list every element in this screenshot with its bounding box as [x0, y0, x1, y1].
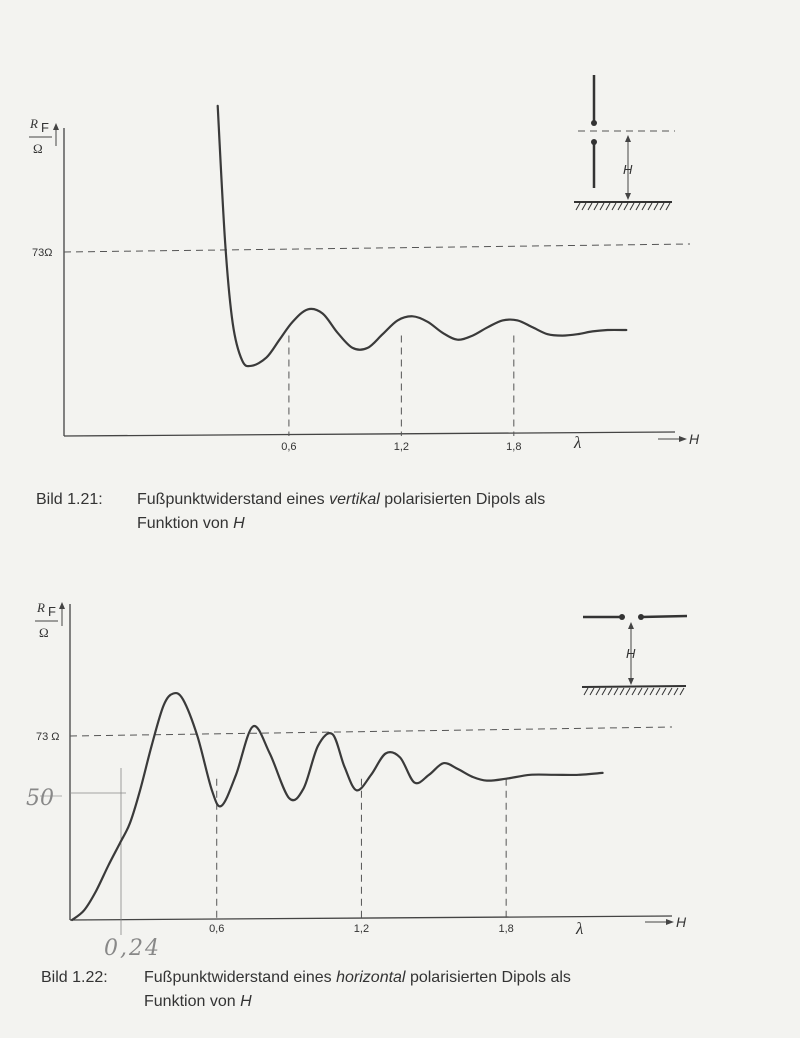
hatch-mark — [594, 203, 598, 210]
handwritten-x-value: 0,24 — [104, 936, 161, 961]
hatch-mark — [630, 203, 634, 210]
hatch-mark — [660, 203, 664, 210]
inset-horizontal-dipole — [582, 614, 687, 695]
caption-number: Bild 1.22: — [41, 969, 108, 986]
caption-line2-italic: H — [240, 993, 252, 1010]
feed-point-upper — [591, 120, 597, 126]
hatch-mark — [614, 688, 618, 695]
chart-horizontal-dipole — [26, 600, 687, 961]
caption-line2: Funktion von — [137, 515, 229, 532]
y-axis-label-unit: Ω — [39, 625, 49, 640]
height-arrow-top — [625, 135, 631, 142]
y-ref-label: 73 Ω — [36, 731, 60, 743]
caption-emphasis: horizontal — [336, 969, 406, 986]
x-tick-label: 0,6 — [281, 441, 297, 453]
hatch-mark — [612, 203, 616, 210]
hatch-mark — [648, 203, 652, 210]
x-axis-label-h: H — [689, 431, 700, 447]
hatch-mark — [668, 688, 672, 695]
hatch-mark — [680, 688, 684, 695]
hatch-mark — [656, 688, 660, 695]
y-axis-label-sub: F — [41, 120, 49, 135]
y-axis-label-sub: F — [48, 604, 56, 619]
guide-lines — [289, 336, 514, 436]
hatch-mark — [650, 688, 654, 695]
hatch-mark — [620, 688, 624, 695]
x-unit-lambda: λ — [574, 433, 582, 452]
handwritten-y-value: 50 — [26, 786, 54, 811]
x-axis-label-h: H — [676, 914, 687, 930]
guide-lines — [217, 779, 506, 920]
height-arrow-bottom — [625, 193, 631, 200]
hatch-mark — [600, 203, 604, 210]
y-ref-label: 73Ω — [32, 247, 53, 259]
tick-labels — [281, 441, 521, 453]
y-axis-label-r: R — [37, 600, 45, 615]
caption-figure-1-22 — [41, 966, 571, 1014]
hatch-mark — [662, 688, 666, 695]
hatch-mark — [596, 688, 600, 695]
caption-figure-1-21 — [36, 488, 545, 536]
hatch-mark — [608, 688, 612, 695]
hatch-mark — [632, 688, 636, 695]
height-arrow-top — [628, 622, 634, 629]
hatch-mark — [642, 203, 646, 210]
series-curve — [218, 106, 627, 366]
ground-hatching — [576, 203, 670, 210]
x-unit-lambda: λ — [576, 919, 584, 938]
hatch-mark — [618, 203, 622, 210]
dipole-right-arm — [641, 616, 687, 617]
caption-line2-italic: H — [233, 515, 245, 532]
caption-number: Bild 1.21: — [36, 491, 103, 508]
x-axis — [64, 432, 675, 436]
y-axis-arrowhead — [53, 123, 59, 130]
hatch-mark — [602, 688, 606, 695]
caption-text-after: polarisierten Dipols als — [384, 491, 546, 508]
caption-line2: Funktion von — [144, 993, 236, 1010]
caption-text-before: Fußpunktwiderstand eines — [137, 491, 325, 508]
hatch-mark — [582, 203, 586, 210]
hatch-mark — [666, 203, 670, 210]
y-axis-label-unit: Ω — [33, 141, 43, 156]
hatch-mark — [674, 688, 678, 695]
x-axis-arrowhead — [679, 436, 687, 442]
y-axis-arrowhead — [59, 602, 65, 609]
hatch-mark — [654, 203, 658, 210]
x-tick-label: 1,8 — [498, 923, 514, 935]
y-axis-label-r: R — [30, 116, 38, 131]
x-tick-label: 0,6 — [209, 923, 225, 935]
feed-point-left — [619, 614, 625, 620]
hatch-mark — [644, 688, 648, 695]
tick-labels — [209, 923, 514, 935]
caption-emphasis: vertikal — [329, 491, 380, 508]
series-curve — [72, 693, 603, 920]
ground-hatching — [584, 688, 684, 695]
hatch-mark — [588, 203, 592, 210]
y-ref-line — [64, 244, 690, 252]
hatch-mark — [626, 688, 630, 695]
y-ref-line — [70, 727, 672, 736]
caption-text-before: Fußpunktwiderstand eines — [144, 969, 332, 986]
hatch-mark — [590, 688, 594, 695]
x-tick-label: 1,8 — [506, 441, 522, 453]
inset-label-h: H — [623, 162, 633, 177]
x-axis-arrowhead — [666, 919, 674, 925]
inset-vertical-dipole — [574, 75, 675, 210]
chart-vertical-dipole — [29, 75, 700, 453]
hatch-mark — [624, 203, 628, 210]
ground-line — [582, 686, 686, 687]
height-arrow-bottom — [628, 678, 634, 685]
caption-text-after: polarisierten Dipols als — [409, 969, 571, 986]
hatch-mark — [636, 203, 640, 210]
hatch-mark — [584, 688, 588, 695]
hatch-mark — [606, 203, 610, 210]
hatch-mark — [576, 203, 580, 210]
x-tick-label: 1,2 — [393, 441, 410, 453]
inset-label-h: H — [626, 646, 636, 661]
x-tick-label: 1,2 — [353, 923, 370, 935]
hatch-mark — [638, 688, 642, 695]
